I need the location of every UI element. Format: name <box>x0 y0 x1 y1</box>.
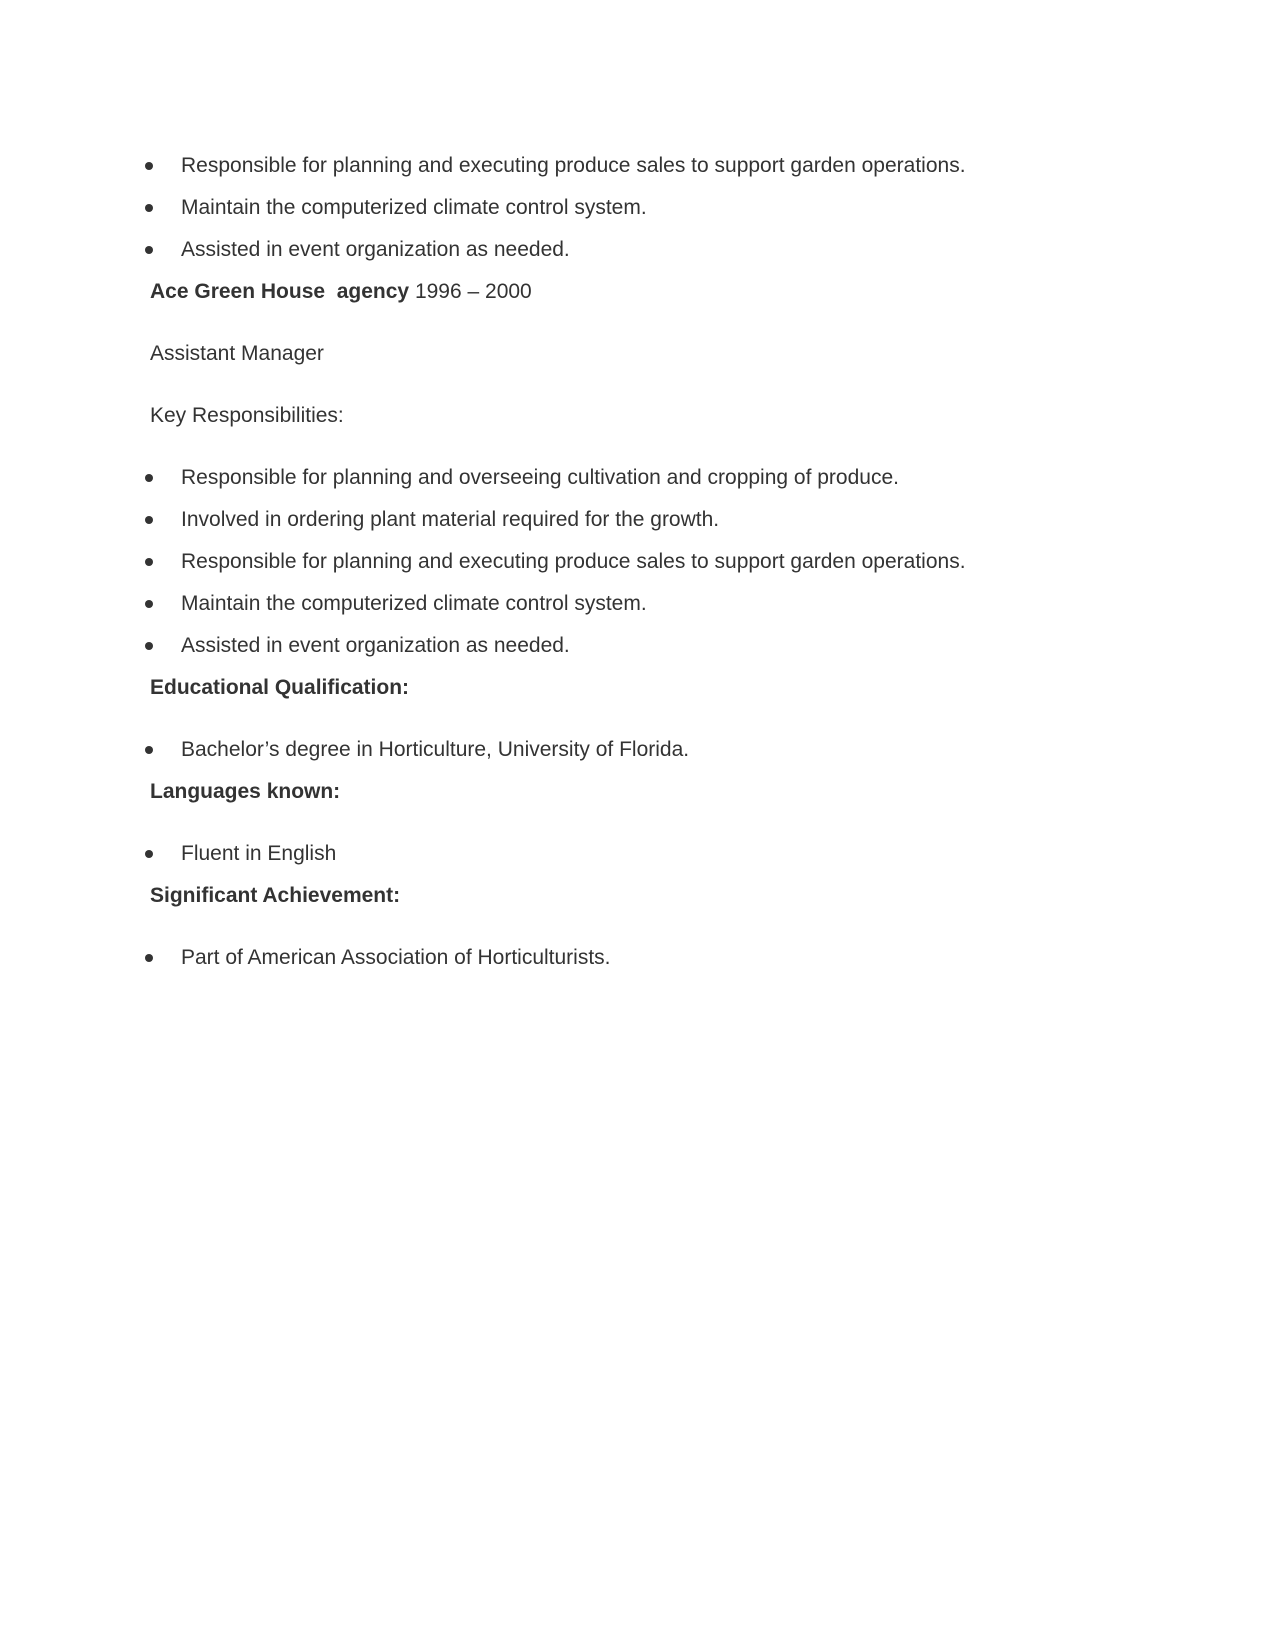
education-list <box>150 729 1130 771</box>
list-item <box>150 229 1130 271</box>
list-item-text: Part of American Association of Horticulturists. <box>181 946 611 969</box>
list-item-text: Involved in ordering plant material required for the growth. <box>181 508 720 531</box>
job-title: Assistant Manager <box>150 342 324 365</box>
bullet-icon <box>145 600 153 608</box>
list-item <box>150 457 1130 499</box>
bullet-icon <box>145 954 153 962</box>
list-item-text: Assisted in event organization as needed. <box>181 634 570 657</box>
bullet-icon <box>145 642 153 650</box>
achievement-heading: Significant Achievement: <box>150 884 401 907</box>
job-dates: 1996 – 2000 <box>414 280 532 303</box>
list-item-text: Bachelor’s degree in Horticulture, University of Florida. <box>181 738 690 761</box>
list-item <box>150 499 1130 541</box>
languages-list <box>150 833 1130 875</box>
bullet-icon <box>145 204 153 212</box>
bullet-icon <box>145 558 153 566</box>
bullet-icon <box>145 746 153 754</box>
list-item-text: Responsible for planning and overseeing cultivation and cropping of produce. <box>181 466 899 489</box>
bullet-icon <box>145 162 153 170</box>
list-item <box>150 187 1130 229</box>
list-item <box>150 729 1130 771</box>
list-item-text: Fluent in English <box>181 842 337 865</box>
job-responsibilities <box>150 457 1130 667</box>
list-item <box>150 833 1130 875</box>
list-item-text: Maintain the computerized climate control system. <box>181 592 647 615</box>
list-item <box>150 583 1130 625</box>
list-item <box>150 145 1130 187</box>
job-heading <box>150 271 1130 313</box>
list-item-text: Assisted in event organization as needed. <box>181 238 570 261</box>
resume-content <box>150 145 1130 979</box>
list-item <box>150 937 1130 979</box>
list-item <box>150 541 1130 583</box>
responsibilities-label: Key Responsibilities: <box>150 404 344 427</box>
bullet-icon <box>145 516 153 524</box>
languages-heading: Languages known: <box>150 780 341 803</box>
education-heading: Educational Qualification: <box>150 676 410 699</box>
achievement-list <box>150 937 1130 979</box>
list-item-text: Maintain the computerized climate control system. <box>181 196 647 219</box>
bullet-icon <box>145 850 153 858</box>
previous-job-responsibilities <box>150 145 1130 271</box>
bullet-icon <box>145 246 153 254</box>
list-item <box>150 625 1130 667</box>
company-name: Ace Green House agency <box>150 280 410 303</box>
list-item-text: Responsible for planning and executing produce sales to support garden operations. <box>181 154 966 177</box>
list-item-text: Responsible for planning and executing produce sales to support garden operations. <box>181 550 966 573</box>
bullet-icon <box>145 474 153 482</box>
